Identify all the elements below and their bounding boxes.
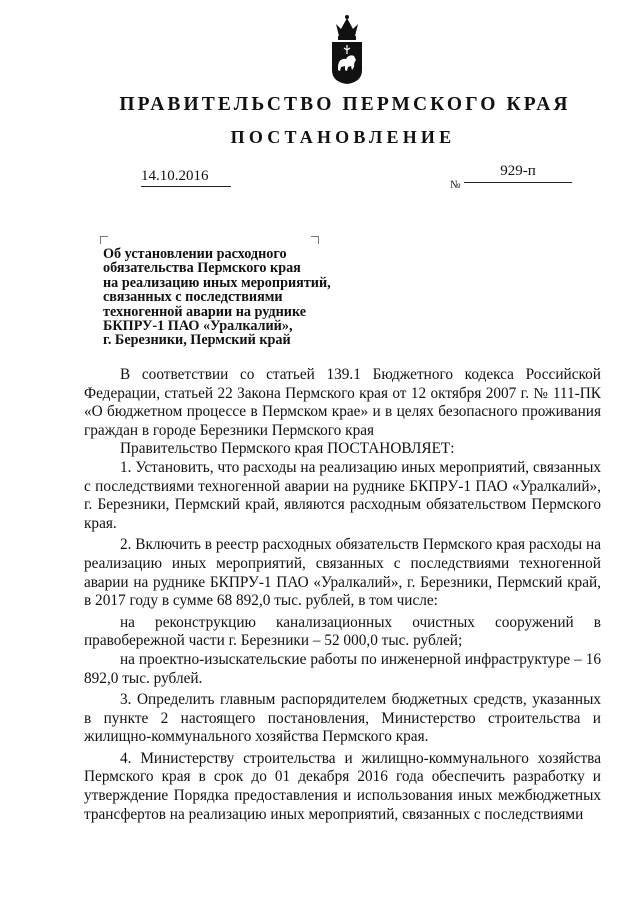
- subject-line: обязательства Пермского края: [103, 260, 301, 277]
- resolution-paragraph: Правительство Пермского края ПОСТАНОВЛЯЕТ:: [120, 440, 455, 458]
- subject-line: техногенной аварии на руднике: [103, 303, 307, 320]
- clause-1-paragraph: 1. Установить, что расходы на реализацию иных мероприятий, связанных с последствиями техногенной аварии на руднике БКПРУ-1 ПАО «Уралкалий», г. Березники, Пермский край, являются расходным обязательством Пермского края.: [84, 458, 601, 532]
- document-type: ПОСТАНОВЛЕНИЕ: [230, 127, 456, 147]
- subject-line: БКПРУ-1 ПАО «Уралкалий»,: [103, 318, 293, 335]
- subject-line: на реализацию иных мероприятий,: [103, 274, 331, 291]
- coat-of-arms-icon: [330, 14, 364, 86]
- subject-line: связанных с последствиями: [103, 289, 283, 306]
- document-number: 929-п: [464, 163, 572, 183]
- clause-3-paragraph: 3. Определить главным распорядителем бюджетных средств, указанных в пункте 2 настоящего постановления, Министерство строительства и жилищно-коммунального хозяйства Пермского края.: [84, 691, 601, 746]
- clause-2-item-2: на проектно-изыскательские работы по инженерной инфраструктуре – 16 892,0 тыс. рублей.: [84, 650, 601, 687]
- corner-mark-left: [100, 236, 108, 244]
- document-body: [84, 366, 601, 824]
- corner-mark-right: [311, 236, 319, 244]
- preamble-paragraph: В соответствии со статьей 139.1 Бюджетного кодекса Российской Федерации, статьей 22 Закона Пермского края от 12 октября 2007 г. № 111-ПК «О бюджетном процессе в Пермском крае» и в целях безопасного проживания граждан в городе Березники Пермского края: [84, 366, 601, 439]
- government-title: ПРАВИТЕЛЬСТВО ПЕРМСКОГО КРАЯ: [119, 94, 571, 115]
- subject-line: Об установлении расходного: [103, 246, 287, 262]
- clause-2-item-1: на реконструкцию канализационных очистных сооружений в правобережной части г. Березники – 52 000,0 тыс. рублей;: [84, 613, 601, 650]
- subject-line: г. Березники, Пермский край: [103, 332, 291, 349]
- clause-2-paragraph: 2. Включить в реестр расходных обязательств Пермского края расходы на реализацию иных мероприятий, связанных с последствиями техногенной аварии на руднике БКПРУ-1 ПАО «Уралкалий», г. Березники, Пермский край, в 2017 году в сумме 68 892,0 тыс. рублей, в том числе:: [84, 536, 601, 610]
- number-sign: №: [450, 179, 461, 191]
- document-date: 14.10.2016: [141, 168, 231, 187]
- document-subject: [103, 247, 363, 348]
- clause-4-paragraph: 4. Министерству строительства и жилищно-коммунального хозяйства Пермского края в срок до 01 декабря 2016 года обеспечить разработку и утверждение Порядка предоставления и использования иных межбюджетных трансфертов на реализацию иных мероприятий, связанных с последствиями: [84, 749, 601, 823]
